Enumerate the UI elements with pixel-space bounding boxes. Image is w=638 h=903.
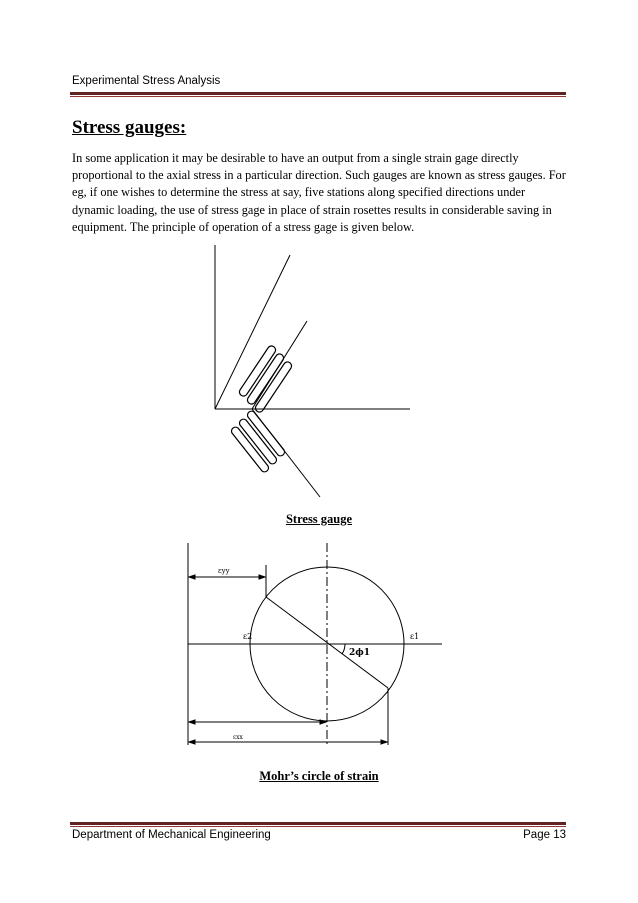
section-heading: Stress gauges: <box>72 117 187 138</box>
label-angle: 2ϕ1 <box>349 648 370 658</box>
label-exx: εxx <box>233 734 243 741</box>
angle-arc <box>342 644 345 654</box>
running-header: Experimental Stress Analysis <box>72 75 221 87</box>
mohr-circle-figure <box>0 530 638 770</box>
exx-arrow-left <box>189 740 195 744</box>
footer-rule-thin <box>70 826 566 827</box>
body-paragraph: In some application it may be desirable to have an output from a single strain gage directly proportional to the axial stress in a particular direction. Such gauges are known as stress gauges. For eg, if one wishes to determine the stress at say, five stations along specified directions under dynamic loading, the use of stress gage in place of strain rosettes results in considerable saving in equipment. The principle of operation of a stress gage is given below. <box>72 151 566 234</box>
mohr-caption: Mohr’s circle of strain <box>259 769 379 783</box>
footer-page-number: Page 13 <box>523 829 566 841</box>
exx-arrow-right <box>381 740 387 744</box>
label-e2: ε2 <box>243 632 253 641</box>
footer-rule-thick <box>70 822 566 825</box>
footer-department: Department of Mechanical Engineering <box>72 829 271 841</box>
eyy-arrow-right <box>259 575 265 579</box>
label-eyy: εyy <box>218 567 230 575</box>
stress-gauge-caption: Stress gauge <box>285 512 353 526</box>
label-e1: ε1 <box>410 632 420 641</box>
center-arrow-left <box>189 720 195 724</box>
upper-gauge-grid <box>239 346 291 412</box>
eyy-arrow-left <box>189 575 195 579</box>
